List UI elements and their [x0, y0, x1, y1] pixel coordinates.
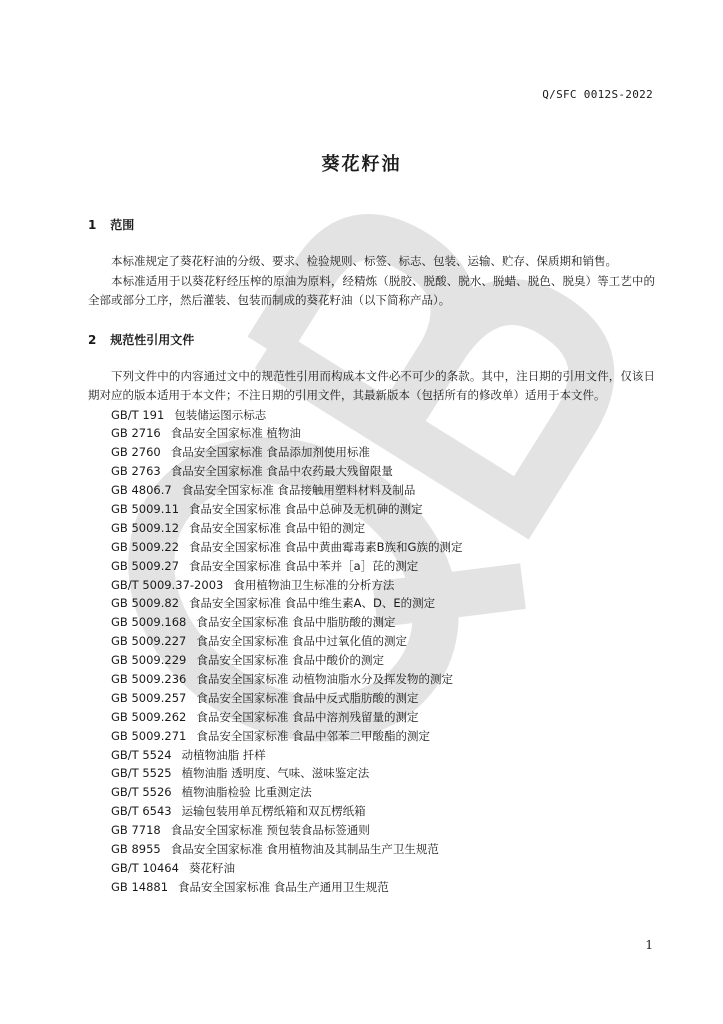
reference-title: 食品安全国家标准 食品中邻苯二甲酸酯的测定	[196, 728, 430, 743]
reference-code: GB 7718	[111, 823, 161, 838]
reference-title: 食品安全国家标准 食品中黄曲霉毒素B族和G族的测定	[189, 539, 463, 554]
reference-title: 食品安全国家标准 食用植物油及其制品生产卫生规范	[170, 841, 439, 856]
reference-title: 食品安全国家标准 植物油	[170, 426, 301, 441]
reference-title: 食品安全国家标准 食品中总砷及无机砷的测定	[189, 501, 423, 516]
reference-title: 葵花籽油	[188, 860, 235, 875]
scope-paragraph-2: 本标准适用于以葵花籽经压榨的原油为原料，经精炼（脱胶、脱酸、脱水、脱蜡、脱色、脱臭）等工艺中的全部或部分工序，然后灌装、包装而制成的葵花籽油（以下简称产品）。	[88, 273, 655, 307]
reference-item	[88, 821, 655, 840]
reference-title: 食品安全国家标准 食品中过氧化值的测定	[196, 634, 407, 649]
reference-code: GB 8955	[111, 841, 161, 856]
reference-code: GB/T 5525	[111, 766, 172, 781]
reference-code: GB 4806.7	[111, 483, 172, 498]
reference-item	[88, 443, 655, 462]
reference-item	[88, 840, 655, 859]
reference-code: GB 2716	[111, 426, 161, 441]
section-heading-references	[88, 331, 655, 349]
reference-code: GB/T 6543	[111, 804, 172, 819]
reference-title: 食品安全国家标准 食品中苯并［a］芘的测定	[189, 558, 419, 573]
reference-item	[88, 651, 655, 670]
section-heading-scope	[88, 216, 655, 234]
reference-item	[88, 519, 655, 538]
reference-code: GB 5009.236	[111, 671, 187, 686]
scope-paragraph-1: 本标准规定了葵花籽油的分级、要求、检验规则、标签、标志、包装、运输、贮存、保质期和销售。	[111, 254, 617, 268]
reference-item	[88, 859, 655, 878]
reference-code: GB 5009.168	[111, 615, 187, 630]
reference-item	[88, 708, 655, 727]
reference-title: 食品安全国家标准 预包装食品标签通则	[170, 823, 370, 838]
reference-title: 动植物油脂 扦样	[181, 747, 266, 762]
page-number: 1	[645, 938, 653, 952]
reference-title: 食品安全国家标准 食品中铅的测定	[189, 520, 366, 535]
reference-list	[88, 406, 655, 897]
section-title: 规范性引用文件	[110, 332, 195, 347]
reference-title: 食品安全国家标准 食品接触用塑料材料及制品	[181, 483, 416, 498]
reference-item	[88, 576, 655, 595]
reference-item	[88, 764, 655, 783]
reference-code: GB/T 5009.37-2003	[111, 577, 224, 592]
reference-title: 食品安全国家标准 食品中农药最大残留限量	[170, 464, 393, 479]
reference-code: GB/T 191	[111, 407, 165, 422]
reference-code: GB 14881	[111, 879, 169, 894]
reference-title: 植物油脂检验 比重测定法	[181, 785, 312, 800]
reference-item	[88, 670, 655, 689]
reference-item	[88, 500, 655, 519]
reference-code: GB 5009.229	[111, 653, 187, 668]
reference-title: 食用植物油卫生标准的分析方法	[233, 577, 395, 592]
reference-code: GB 5009.27	[111, 558, 180, 573]
reference-code: GB 5009.82	[111, 596, 180, 611]
reference-item	[88, 878, 655, 897]
document-body	[88, 216, 655, 897]
reference-item	[88, 538, 655, 557]
reference-title: 食品安全国家标准 食品生产通用卫生规范	[178, 879, 389, 894]
reference-item	[88, 406, 655, 425]
reference-code: GB 5009.22	[111, 539, 180, 554]
standard-code: Q/SFC 0012S-2022	[542, 88, 653, 101]
reference-title: 食品安全国家标准 动植物油脂水分及挥发物的测定	[196, 671, 453, 686]
reference-title: 食品安全国家标准 食品中脂肪酸的测定	[196, 615, 396, 630]
references-intro: 下列文件中的内容通过文中的规范性引用而构成本文件必不可少的条款。其中，注日期的引用文件，仅该日期对应的版本适用于本文件；不注日期的引用文件，其最新版本（包括所有的修改单）适用于本文件。	[88, 368, 655, 402]
reference-item	[88, 613, 655, 632]
section-title: 范围	[110, 218, 135, 232]
reference-code: GB 2763	[111, 464, 161, 479]
reference-item	[88, 689, 655, 708]
reference-item	[88, 727, 655, 746]
reference-item	[88, 632, 655, 651]
reference-item	[88, 594, 655, 613]
reference-item	[88, 462, 655, 481]
reference-code: GB 5009.262	[111, 709, 187, 724]
reference-title: 包装储运图示标志	[174, 407, 267, 422]
reference-code: GB 5009.12	[111, 520, 180, 535]
document-title: 葵花籽油	[321, 154, 402, 175]
reference-code: GB 5009.257	[111, 690, 187, 705]
reference-title: 食品安全国家标准 食品添加剂使用标准	[170, 445, 370, 460]
reference-code: GB 2760	[111, 445, 161, 460]
reference-item	[88, 424, 655, 443]
reference-title: 食品安全国家标准 食品中溶剂残留量的测定	[196, 709, 419, 724]
reference-item	[88, 746, 655, 765]
reference-code: GB/T 5526	[111, 785, 172, 800]
section-number: 1	[88, 218, 97, 232]
reference-item	[88, 557, 655, 576]
section-number: 2	[88, 332, 97, 347]
reference-code: GB 5009.227	[111, 634, 187, 649]
reference-title: 食品安全国家标准 食品中维生素A、D、E的测定	[189, 596, 436, 611]
reference-title: 食品安全国家标准 食品中反式脂肪酸的测定	[196, 690, 419, 705]
reference-code: GB 5009.271	[111, 728, 187, 743]
reference-title: 运输包装用单瓦楞纸箱和双瓦楞纸箱	[181, 804, 366, 819]
reference-item	[88, 783, 655, 802]
reference-code: GB/T 10464	[111, 860, 179, 875]
reference-code: GB 5009.11	[111, 501, 180, 516]
reference-item	[88, 802, 655, 821]
reference-code: GB/T 5524	[111, 747, 172, 762]
reference-item	[88, 481, 655, 500]
reference-title: 植物油脂 透明度、气味、滋味鉴定法	[181, 766, 370, 781]
reference-title: 食品安全国家标准 食品中酸价的测定	[196, 653, 384, 668]
